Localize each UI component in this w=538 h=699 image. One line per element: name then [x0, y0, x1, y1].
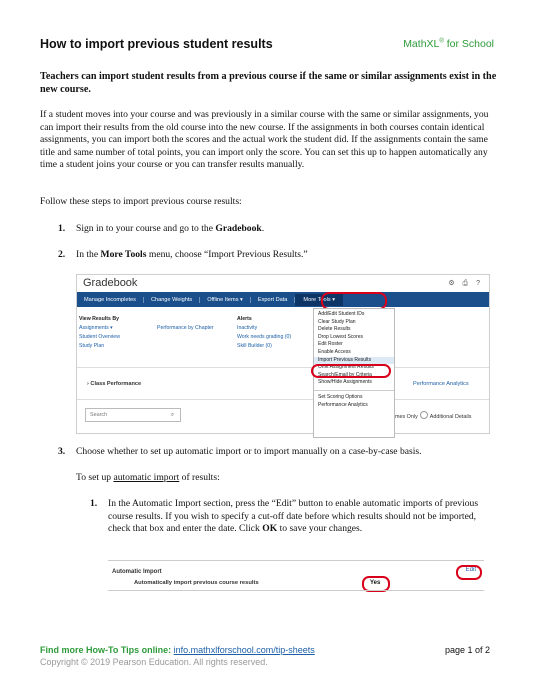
step-number: 1. [90, 498, 98, 509]
menu-item-import-previous[interactable]: Import Previous Results [314, 357, 394, 365]
step-bold: More Tools [100, 249, 147, 260]
highlight-oval [456, 565, 482, 580]
brand-mark: ® [439, 38, 444, 45]
brand-suffix: for School [443, 38, 494, 50]
follow-text: Follow these steps to import previous course results: [40, 196, 242, 207]
setup-post: of results: [179, 472, 220, 483]
setup-text [76, 472, 220, 483]
menu-item[interactable]: Set Scoring Options [318, 393, 363, 400]
step-text: Sign in to your course and go to the [76, 223, 216, 234]
brand-logo [403, 38, 494, 50]
footer-find [40, 645, 315, 655]
menu-item[interactable]: Edit Roster [318, 341, 343, 348]
menu-item[interactable]: Delete Results [318, 326, 351, 333]
nav-more-tools[interactable]: More Tools ▾ [295, 294, 343, 306]
search-placeholder: Search [90, 412, 108, 418]
class-performance[interactable]: › Class Performance [87, 381, 142, 387]
auto-import-value: Yes [370, 580, 381, 586]
step-3 [58, 446, 422, 457]
nav-offline-items[interactable]: Offline Items ▾ [200, 297, 251, 303]
divider [108, 590, 484, 591]
footer-find-label: Find more How-To Tips online: [40, 645, 174, 655]
alerts-column [237, 315, 291, 351]
gradebook-screenshot [76, 274, 490, 434]
alert-inactivity[interactable]: Inactivity [237, 325, 258, 331]
setup-pre: To set up [76, 472, 114, 483]
gradebook-nav [77, 292, 489, 307]
search-input[interactable] [85, 408, 181, 422]
perf-chapter-column [157, 324, 214, 333]
edit-button[interactable]: Edit [465, 567, 476, 573]
step-text-end: . [261, 223, 265, 234]
brand-name: MathXL [403, 38, 440, 50]
step-text-end: menu, choose “Import Previous Results.” [146, 249, 308, 260]
page-title: How to import previous student results [40, 37, 273, 51]
menu-item[interactable]: Performance Analytics [318, 401, 368, 408]
alert-work-grading[interactable]: Work needs grading (0) [237, 334, 292, 340]
alerts-heading: Alerts [237, 316, 252, 322]
radio-icon[interactable] [420, 411, 428, 419]
step-text: In the [76, 249, 101, 260]
intro-paragraph: If a student moves into your course and was previously in a similar course with the same or similar assignments, you can import their results from the old course into the new course. If the assignments in both courses contain identical assignments, you can import both the scores and the actual work the student did. If the assignments contain the same title and same number of total points, you can import only the score. You can set this up to happen automatically any time a student joins your course or you can transfer results manually. [40, 109, 489, 171]
view-link-assignments[interactable]: Assignments ▾ [79, 325, 113, 331]
menu-item[interactable]: Search/Email by Criteria [318, 371, 372, 378]
footer-copyright: Copyright © 2019 Pearson Education. All rights reserved. [40, 657, 268, 667]
step-1 [58, 223, 264, 234]
menu-item[interactable]: Show/Hide Assignments [318, 379, 372, 386]
highlight-oval [311, 364, 391, 378]
view-results-heading: View Results By [79, 316, 119, 322]
step-number: 2. [58, 249, 66, 260]
substep-bold: OK [262, 523, 278, 535]
additional-details-label: Additional Details [429, 414, 472, 420]
setup-link[interactable]: automatic import [113, 472, 180, 483]
view-results-column [79, 315, 120, 351]
menu-item[interactable]: Clear Study Plan [318, 318, 356, 325]
lead-paragraph: Teachers can import student results from a previous course if the same or similar assignments exist in the new course. [40, 71, 497, 95]
divider [77, 367, 489, 368]
toolbar-icons[interactable]: ⚙ ⎙ ? [448, 280, 483, 287]
step-number: 1. [58, 223, 66, 234]
view-link-student-overview[interactable]: Student Overview [79, 334, 120, 340]
step-2 [58, 249, 308, 260]
automatic-import-screenshot [108, 560, 484, 601]
checks-label: mes Only [395, 414, 418, 420]
substep-text [108, 498, 490, 536]
nav-manage-incompletes[interactable]: Manage Incompletes [77, 297, 144, 303]
menu-item[interactable]: Enable Access [318, 348, 351, 355]
step-bold: Gradebook [215, 223, 262, 234]
menu-item[interactable]: Add/Edit Student IDs [318, 311, 365, 317]
step-number: 3. [58, 446, 66, 457]
view-link-study-plan[interactable]: Study Plan [79, 343, 105, 349]
options-row [395, 411, 471, 420]
perf-by-chapter-link[interactable]: Performance by Chapter [157, 325, 214, 331]
step-text: Choose whether to set up automatic import or to import manually on a case-by-case basis. [76, 446, 422, 457]
menu-item[interactable]: Drop Lowest Scores [318, 333, 364, 340]
performance-analytics-link[interactable]: Performance Analytics [413, 381, 469, 387]
menu-item[interactable]: Omit Assignment Results [318, 364, 374, 371]
divider [77, 399, 489, 400]
footer-link[interactable]: info.mathxlforschool.com/tip-sheets [173, 645, 315, 655]
search-icon: ⌕ [170, 412, 174, 418]
page-number: page 1 of 2 [444, 645, 490, 655]
nav-export-data[interactable]: Export Data [251, 297, 296, 303]
nav-change-weights[interactable]: Change Weights [144, 297, 200, 303]
alert-skill-builder[interactable]: Skill Builder (0) [237, 343, 272, 349]
gradebook-title: Gradebook [83, 277, 138, 289]
automatic-import-heading: Automatic Import [112, 569, 162, 575]
substep-pre: In the Automatic Import section, press the “Edit” button to enable automatic imports of previous course results. If you wish to specify a cut-off date before which results should not be imported, check that box and enter the date. Click [108, 498, 479, 535]
auto-import-row-label: Automatically import previous course results [134, 580, 259, 586]
substep-1 [90, 498, 490, 536]
substep-post: to save your changes. [277, 523, 363, 535]
menu-divider [314, 390, 394, 391]
